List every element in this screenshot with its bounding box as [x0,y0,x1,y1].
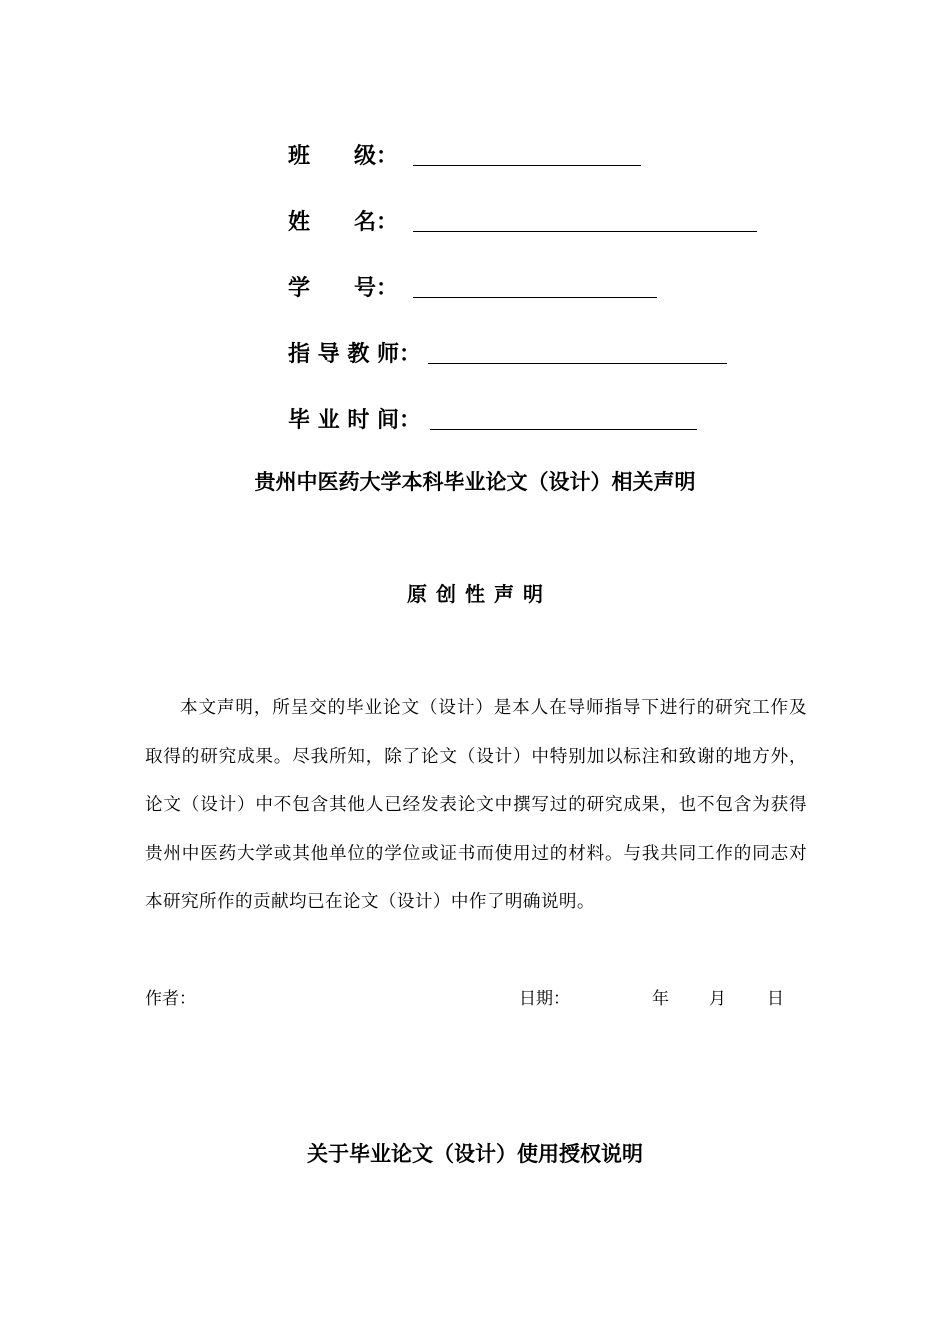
advisor-field[interactable] [288,332,733,368]
originality-paragraph: 本文声明，所呈交的毕业论文（设计）是本人在导师指导下进行的研究工作及取得的研究成果。尽我所知，除了论文（设计）中特别加以标注和致谢的地方外，论文（设计）中不包含其他人已经发表论文中撰写过的研究成果，也不包含为获得贵州中医药大学或其他单位的学位或证书而使用过的材料。与我共同工作的同志对本研究所作的贡献均已在论文（设计）中作了明确说明。 [145,698,807,913]
name-field[interactable] [288,200,763,236]
class-field[interactable] [288,134,648,170]
graduation-time-line[interactable] [430,429,697,430]
year-label: 年 [652,989,669,1009]
advisor-line[interactable] [428,363,727,364]
student-id-field[interactable] [288,266,663,302]
authorization-title: 关于毕业论文（设计）使用授权说明 [307,1142,643,1166]
graduation-time-label: 毕 业 时 间： [288,408,421,433]
date-label: 日期： [519,989,570,1009]
declaration-main-title: 贵州中医药大学本科毕业论文（设计）相关声明 [254,470,696,494]
originality-title: 原创性声明 [407,582,552,606]
student-id-label: 学 号： [288,276,399,301]
graduation-time-field[interactable] [288,398,703,434]
name-line[interactable] [413,231,757,232]
class-line[interactable] [413,165,641,166]
class-label: 班 级： [288,144,399,169]
month-label: 月 [709,989,726,1009]
name-label: 姓 名： [288,210,399,235]
author-label: 作者： [145,989,196,1009]
day-label: 日 [767,989,784,1009]
advisor-label: 指 导 教 师： [288,342,421,367]
student-id-line[interactable] [413,297,657,298]
